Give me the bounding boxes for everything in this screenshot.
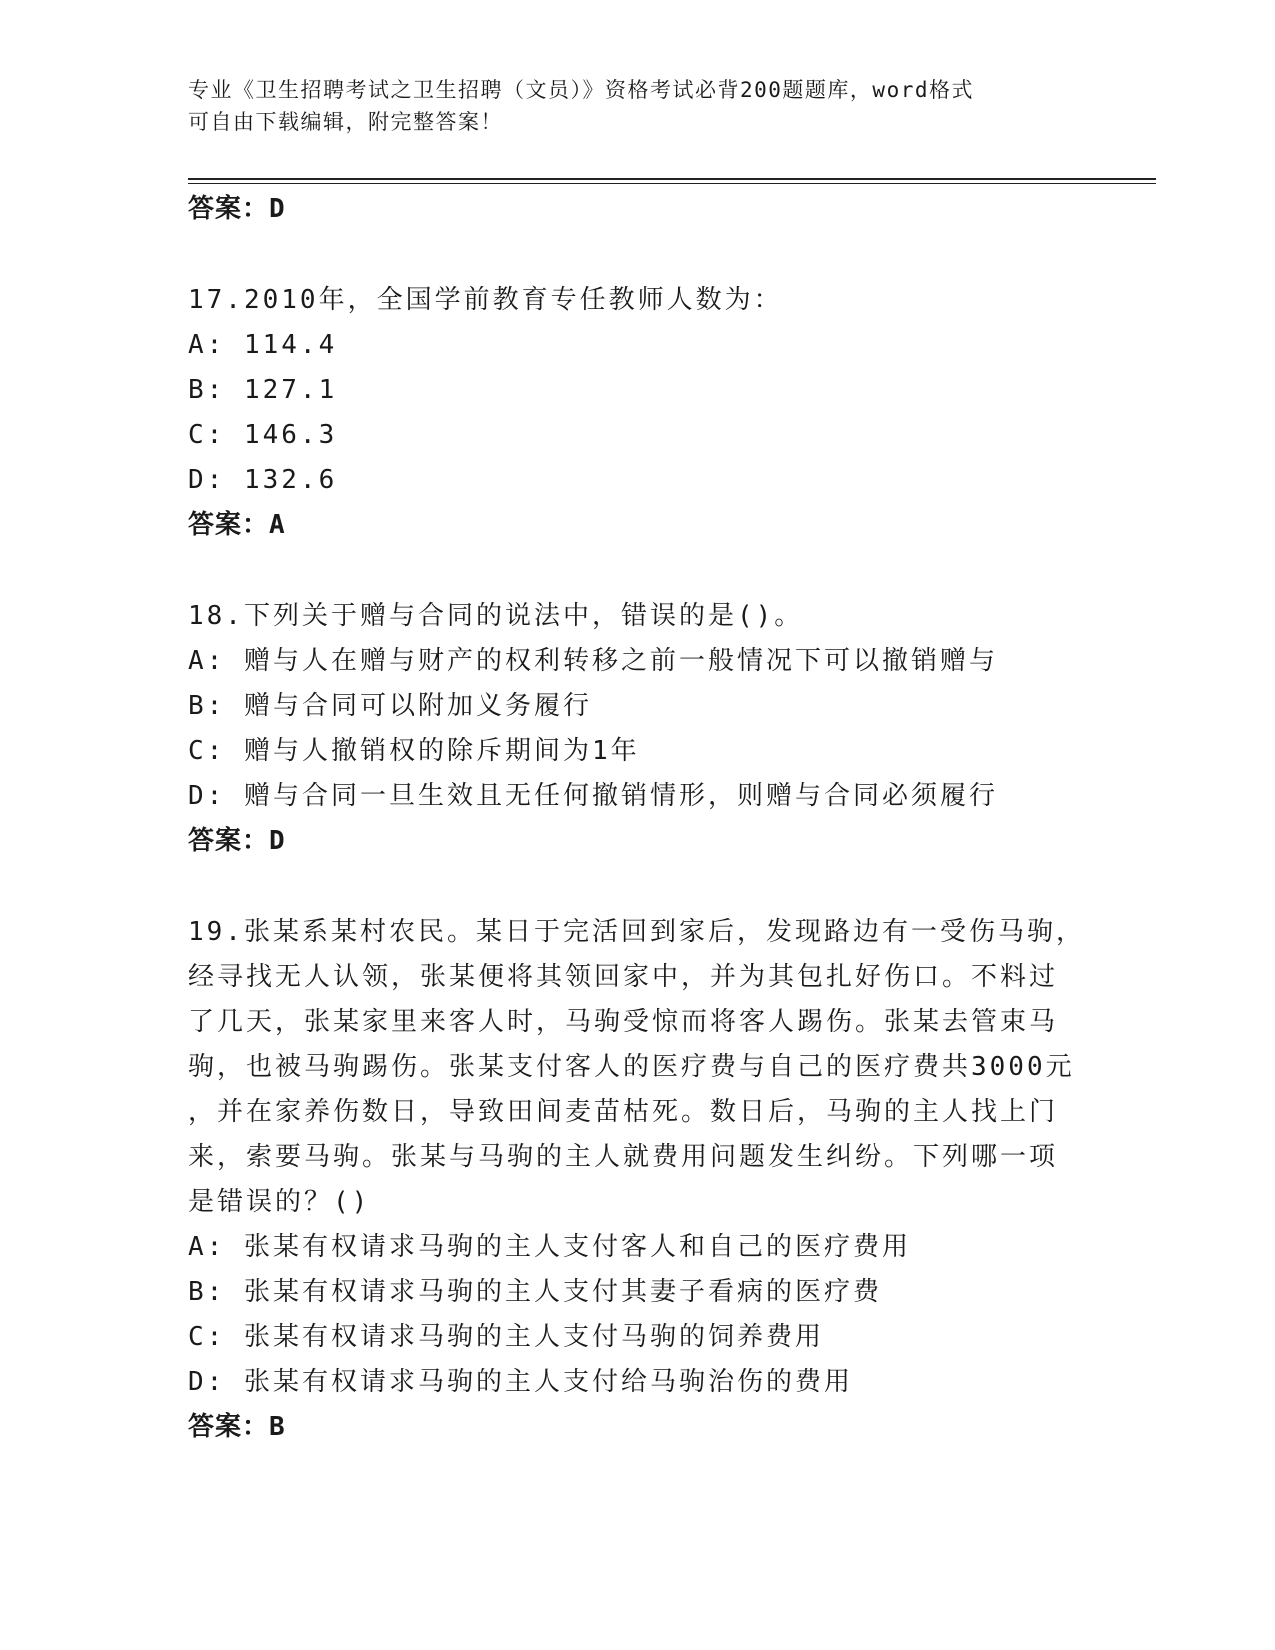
question-stem-line: 驹，也被马驹踢伤。张某支付客人的医疗费与自己的医疗费共3000元 — [188, 1052, 1075, 1082]
page-header — [188, 74, 1088, 138]
option-c: C: 146.3 — [188, 420, 338, 450]
question-stem: 18.下列关于赠与合同的说法中，错误的是()。 — [188, 601, 804, 631]
spacer — [188, 548, 1088, 594]
answer-16: 答案：D — [188, 194, 286, 224]
header-line: 专业《卫生招聘考试之卫生招聘（文员）》资格考试必背200题题库，word格式 — [188, 78, 974, 102]
option-c: C: 张某有权请求马驹的主人支付马驹的饲养费用 — [188, 1322, 824, 1352]
option-a: A: 赠与人在赠与财产的权利转移之前一般情况下可以撤销赠与 — [188, 646, 998, 676]
question-stem-line: 19.张某系某村农民。某日于完活回到家后，发现路边有一受伤马驹， — [188, 917, 1085, 947]
header-divider-thin — [188, 183, 1156, 184]
option-d: D: 132.6 — [188, 465, 338, 495]
question-stem-line: ，并在家养伤数日，导致田间麦苗枯死。数日后，马驹的主人找上门 — [188, 1097, 1059, 1127]
option-d: D: 赠与合同一旦生效且无任何撤销情形，则赠与合同必须履行 — [188, 781, 998, 811]
question-19 — [188, 910, 1088, 1450]
header-divider-thick — [188, 178, 1156, 180]
answer: 答案：A — [188, 510, 286, 540]
answer: 答案：B — [188, 1412, 286, 1442]
question-stem-line: 经寻找无人认领，张某便将其领回家中，并为其包扎好伤口。不料过 — [188, 962, 1059, 992]
answer: 答案：D — [188, 826, 286, 856]
header-line: 可自由下载编辑，附完整答案！ — [188, 110, 503, 134]
question-stem: 17.2010年，全国学前教育专任教师人数为： — [188, 285, 783, 315]
option-b: B: 张某有权请求马驹的主人支付其妻子看病的医疗费 — [188, 1277, 882, 1307]
question-list — [188, 187, 1088, 1450]
option-c: C: 赠与人撤销权的除斥期间为1年 — [188, 736, 640, 766]
option-d: D: 张某有权请求马驹的主人支付给马驹治伤的费用 — [188, 1367, 853, 1397]
question-18 — [188, 594, 1088, 864]
option-b: B: 127.1 — [188, 375, 338, 405]
option-b: B: 赠与合同可以附加义务履行 — [188, 691, 592, 721]
option-a: A: 114.4 — [188, 330, 338, 360]
question-stem-line: 来，索要马驹。张某与马驹的主人就费用问题发生纠纷。下列哪一项 — [188, 1142, 1059, 1172]
option-a: A: 张某有权请求马驹的主人支付客人和自己的医疗费用 — [188, 1232, 911, 1262]
question-stem-line: 是错误的？() — [188, 1187, 371, 1217]
question-17 — [188, 278, 1088, 548]
spacer — [188, 864, 1088, 910]
spacer — [188, 232, 1088, 278]
question-stem-line: 了几天，张某家里来客人时，马驹受惊而将客人踢伤。张某去管束马 — [188, 1007, 1059, 1037]
